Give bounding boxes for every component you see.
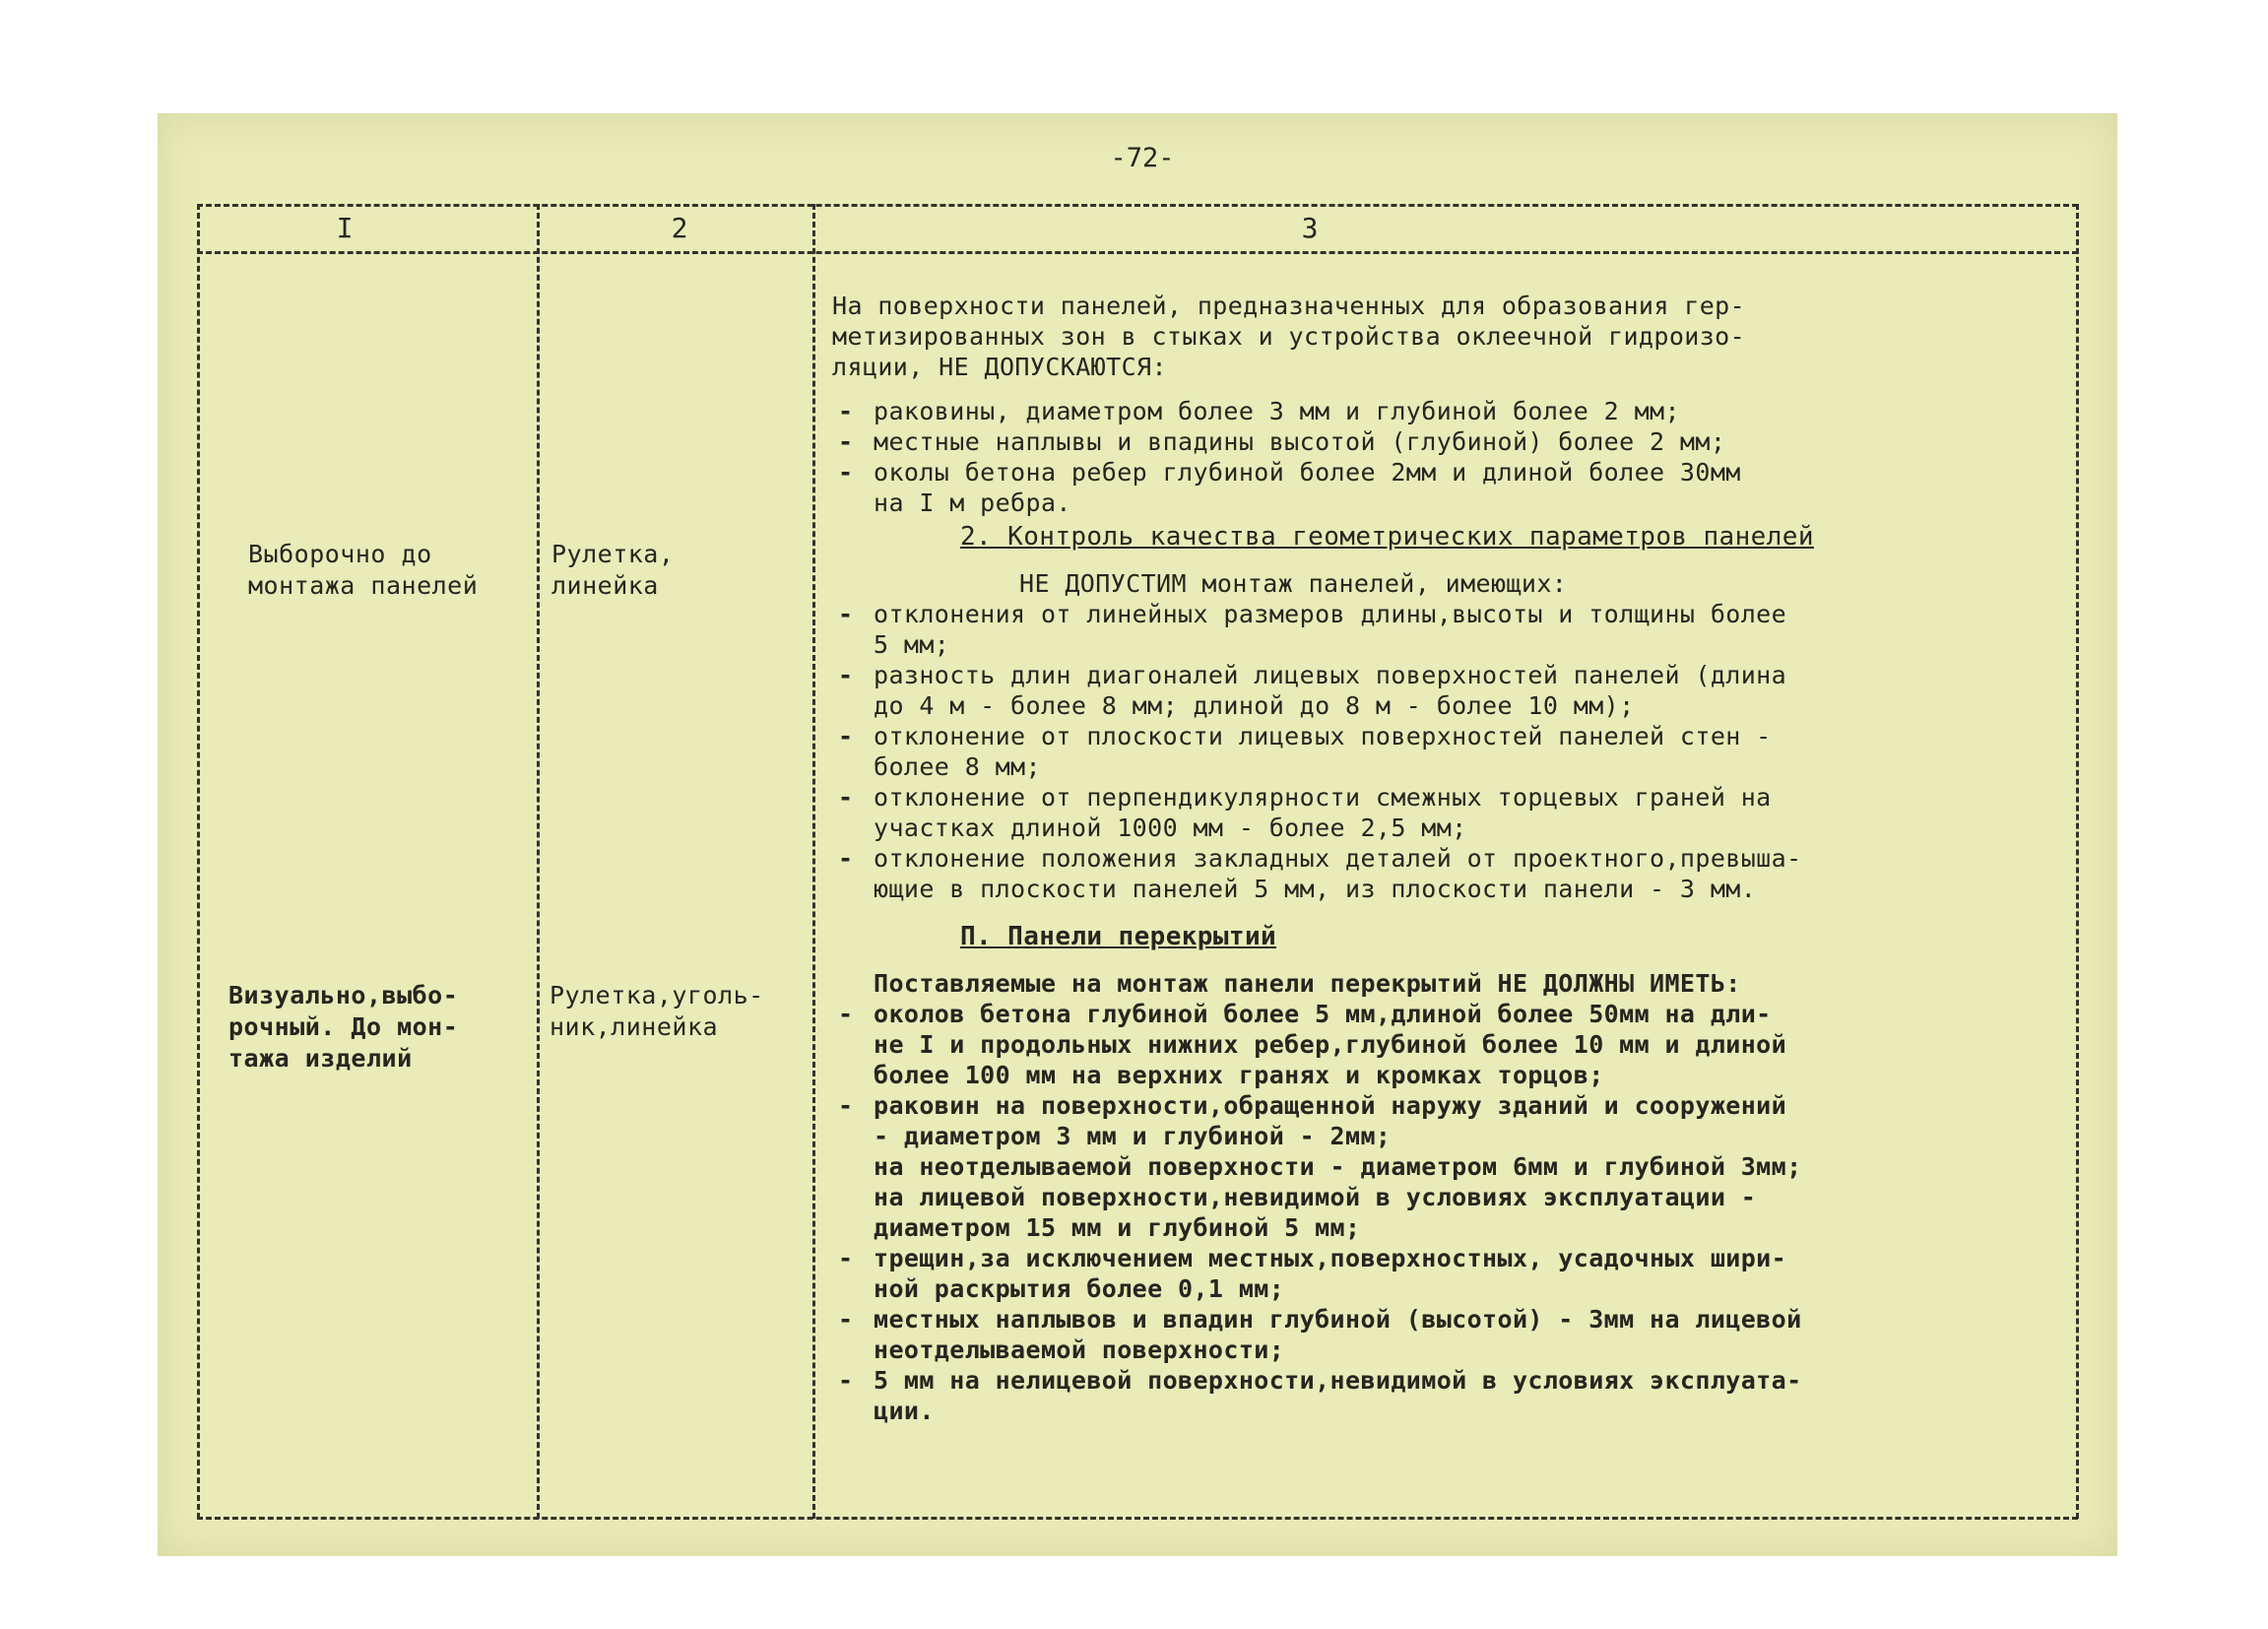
table-left-border (197, 204, 200, 1519)
list-item: - отклонение положения закладных деталей от проектного,превыша- ющие в плоскости панелей 5 мм, из плоскости панели - 3 мм. (832, 843, 2014, 904)
list-item: - раковины, диаметром более 3 мм и глубиной более 2 мм; (832, 396, 2014, 426)
list-item: - околов бетона глубиной более 5 мм,длиной более 50мм на дли- не I и продольных нижних ребер,глубиной более 10 мм и длиной более 100 мм на верхних гранях и кромках торцов; (832, 999, 2014, 1090)
list-item: - отклонения от линейных размеров длины,высоты и толщины более 5 мм; (832, 599, 2014, 660)
list-item: - раковин на поверхности,обращенной наружу зданий и сооружений - диаметром 3 мм и глубиной - 2мм; (832, 1090, 2014, 1151)
list-item: - трещин,за исключением местных,поверхностных, усадочных шири- ной раскрытия более 0,1 мм; (832, 1243, 2014, 1304)
page-number: -72- (1110, 143, 1175, 173)
table-header-border (197, 251, 2078, 254)
requirements-column (832, 291, 2014, 1426)
surface-requirements-intro: На поверхности панелей, предназначенных для образования гер- метизированных зон в стыках и устройства оклеечной гидроизо- ляции, НЕ ДОПУСКАЮТСЯ: (832, 292, 1746, 381)
column-divider-2 (812, 204, 815, 1519)
document-page (158, 113, 2117, 1556)
list-item: - местных наплывов и впадин глубиной (высотой) - 3мм на лицевой неотделываемой поверхности; (832, 1304, 2014, 1365)
list-item: - отклонение от перпендикулярности смежных торцевых граней на участках длиной 1000 мм - более 2,5 мм; (832, 782, 2014, 843)
section-heading-geometry: 2. Контроль качества геометрических параметров панелей (960, 522, 1814, 552)
geometry-intro: НЕ ДОПУСТИМ монтаж панелей, имеющих: (1019, 569, 1568, 598)
list-item: - отклонение от плоскости лицевых поверхностей панелей стен - более 8 мм; (832, 721, 2014, 782)
table-right-border (2076, 204, 2079, 1519)
list-item: - околы бетона ребер глубиной более 2мм и длиной более 30мм на I м ребра. (832, 457, 2014, 518)
table-top-border (197, 204, 2078, 207)
list-item: - разность длин диагоналей лицевых поверхностей панелей (длина до 4 м - более 8 мм; длиной до 8 м - более 10 мм); (832, 660, 2014, 721)
column-number-1: I (336, 212, 354, 244)
column-divider-1 (537, 204, 540, 1519)
row1-method: Выборочно до монтажа панелей (248, 540, 479, 600)
list-item-continuation: на неотделываемой поверхности - диаметром 6мм и глубиной 3мм; на лицевой поверхности,невидимой в условиях эксплуатации - диаметром 15 мм и глубиной 5 мм; (874, 1152, 1802, 1242)
list-item: - 5 мм на нелицевой поверхности,невидимой в условиях эксплуата- ции. (832, 1365, 2014, 1426)
column-number-2: 2 (671, 212, 688, 244)
row1-tools: Рулетка, линейка (551, 540, 675, 600)
list-item: - местные наплывы и впадины высотой (глубиной) более 2 мм; (832, 426, 2014, 457)
floor-panels-intro: Поставляемые на монтаж панели перекрытий НЕ ДОЛЖНЫ ИМЕТЬ: (874, 969, 1741, 998)
section-heading-floor-panels: П. Панели перекрытий (960, 922, 1277, 951)
row2-tools: Рулетка,уголь- ник,линейка (550, 981, 764, 1041)
table-bottom-border (197, 1517, 2078, 1520)
row2-method: Визуально,выбо- рочный. До мон- тажа изделий (228, 981, 459, 1073)
column-number-3: 3 (1301, 212, 1319, 244)
